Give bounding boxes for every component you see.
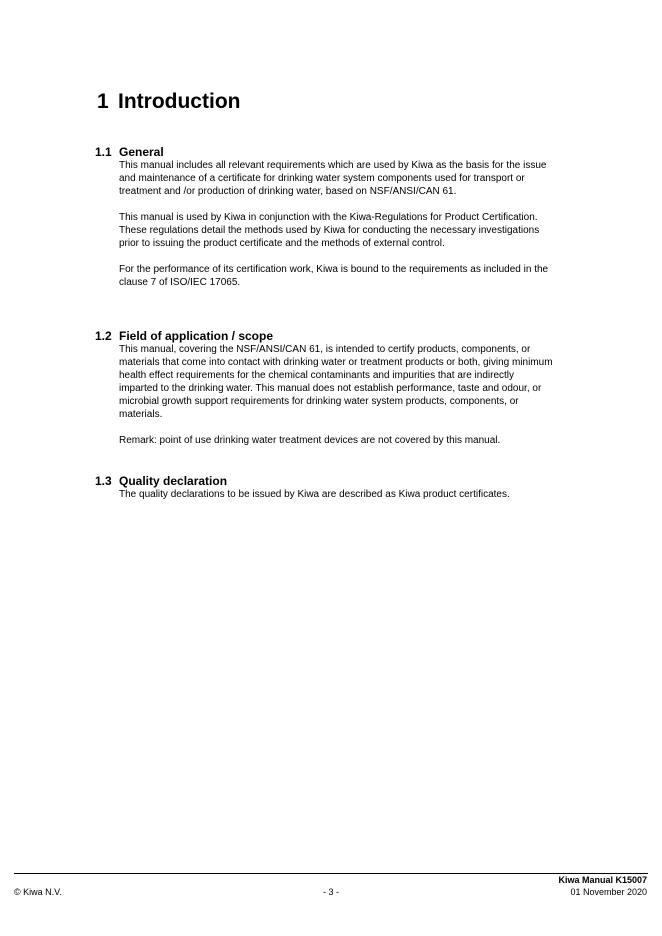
footer-copyright: © Kiwa N.V. — [14, 887, 62, 897]
section-body — [119, 159, 555, 289]
section-heading — [95, 145, 555, 159]
paragraph: Remark: point of use drinking water treatment devices are not covered by this manual. — [119, 435, 501, 446]
section-body — [119, 343, 555, 447]
paragraph: This manual, covering the NSF/ANSI/CAN 61, is intended to certify products, components, or materials that come into contact with drinking water or treatment products or both, giving minimum health effect requirements for the chemical contaminants and impurities that are indirectly imparted to the drinking water. This manual does not establish performance, taste and odour, or microbial growth support requirements for drinking water system products, components, or materials. — [119, 344, 553, 420]
paragraph: The quality declarations to be issued by Kiwa are described as Kiwa product certificates. — [119, 489, 510, 500]
footer-date: 01 November 2020 — [570, 887, 647, 897]
paragraph: This manual is used by Kiwa in conjunction with the Kiwa-Regulations for Product Certification. These regulations detail the methods used by Kiwa for conducting the necessary investigations prior to issuing the product certificate and the methods of external control. — [119, 212, 540, 249]
paragraph: For the performance of its certification work, Kiwa is bound to the requirements as included in the clause 7 of ISO/IEC 17065. — [119, 264, 549, 288]
footer-page-number: - 3 - — [322, 887, 339, 897]
chapter-number: 1 — [97, 90, 109, 113]
section-number: 1.2 — [95, 329, 112, 343]
section-number: 1.1 — [95, 145, 112, 159]
section-heading — [95, 329, 555, 343]
chapter-title — [97, 90, 240, 114]
section-heading — [95, 474, 555, 488]
section-quality-declaration — [95, 474, 555, 501]
section-number: 1.3 — [95, 474, 112, 488]
section-title: General — [119, 145, 164, 159]
footer-manual-label: Kiwa Manual K15007 — [558, 875, 647, 885]
chapter-title-text: Introduction — [118, 90, 241, 113]
section-title: Quality declaration — [119, 474, 228, 488]
section-title: Field of application / scope — [119, 329, 274, 343]
section-field-of-application — [95, 329, 555, 447]
paragraph: This manual includes all relevant requirements which are used by Kiwa as the basis for the issue and maintenance of a certificate for drinking water system components used for transport or treatment and /or production of drinking water, based on NSF/ANSI/CAN 61. — [119, 160, 547, 197]
footer-divider — [14, 873, 648, 874]
section-body — [119, 488, 555, 501]
section-general — [95, 145, 555, 289]
